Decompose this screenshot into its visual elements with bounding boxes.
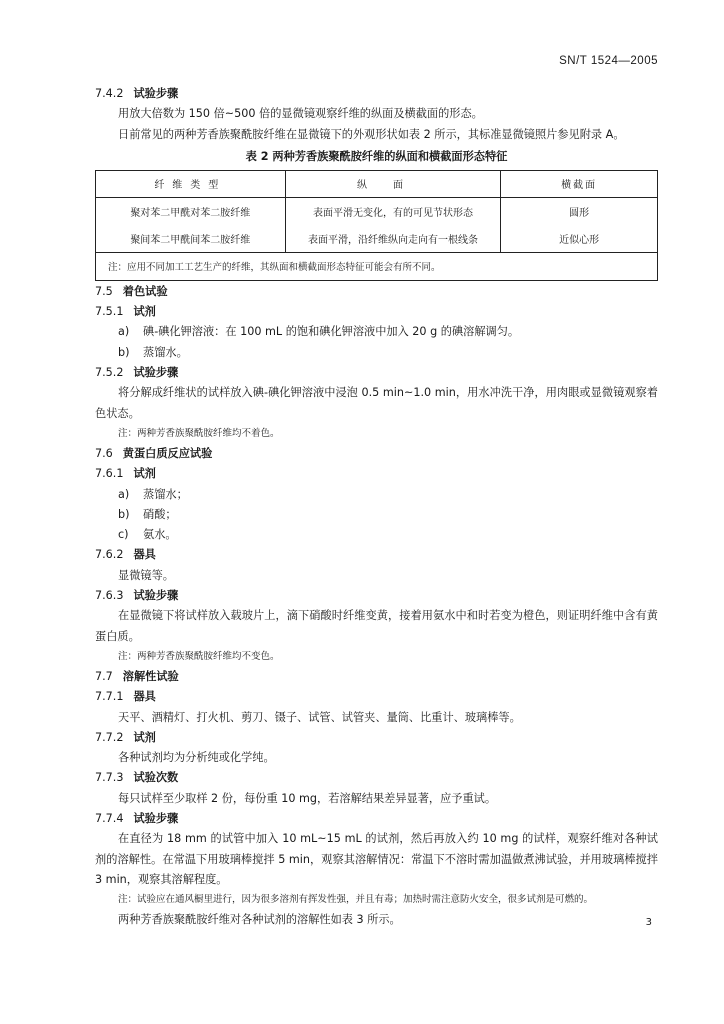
section-heading-7-5-1: 7.5.1 试剂	[95, 305, 156, 319]
paragraph: 两种芳香族聚酰胺纤维对各种试剂的溶解性如表 3 所示。	[118, 913, 401, 927]
table-caption: 表 2 两种芳香族聚酰胺纤维的纵面和横截面形态特征	[245, 149, 508, 163]
section-heading-7-7-2: 7.7.2 试剂	[95, 730, 156, 744]
paragraph: 用放大倍数为 150 倍~500 倍的显微镜观察纤维的纵面及横截面的形态。	[118, 107, 483, 121]
list-item: b) 蒸馏水。	[118, 345, 188, 359]
note: 注：两种芳香族聚酰胺纤维均不着色。	[118, 427, 280, 439]
table-cell: 圆形	[501, 197, 658, 225]
section-heading-7-4-2: 7.4.2 试验步骤	[95, 87, 179, 100]
section-heading-7-5-2: 7.5.2 试验步骤	[95, 366, 179, 380]
section-heading-7-7-3: 7.7.3 试验次数	[95, 771, 179, 785]
section-heading-7-7: 7.7 溶解性试验	[95, 669, 179, 683]
paragraph: 在显微镜下将试样放入载玻片上，滴下硝酸时纤维变黄，接着用氨水中和时若变为橙色，则证明纤维中含有黄蛋白质。	[95, 609, 658, 643]
table-cell: 聚间苯二甲酰间苯二胺纤维	[96, 225, 286, 253]
paragraph: 日前常见的两种芳香族聚酰胺纤维在显微镜下的外观形状如表 2 所示，其标准显微镜照片参见附录 A。	[118, 127, 625, 141]
table-row	[96, 197, 658, 225]
section-heading-7-6-3: 7.6.3 试验步骤	[95, 589, 179, 603]
list-item: b) 硝酸；	[118, 507, 177, 521]
table-cell: 聚对苯二甲酰对苯二胺纤维	[96, 197, 286, 225]
paragraph: 每只试样至少取样 2 份，每份重 10 mg，若溶解结果差异显著，应予重试。	[118, 791, 497, 805]
paragraph: 在直径为 18 mm 的试管中加入 10 mL~15 mL 的试剂，然后再放入约 10 mg 的试样，观察纤维对各种试剂的溶解性。在常温下用玻璃棒搅拌 5 min，观察其溶解情况：常温下不溶时需加温做煮沸试验，并用玻璃棒搅拌 3 min，观察其溶解程度。	[95, 832, 658, 886]
section-heading-7-6-2: 7.6.2 器具	[95, 548, 156, 562]
table-cell: 表面平滑，沿纤维纵向走向有一根线条	[285, 225, 501, 253]
section-heading-7-5: 7.5 着色试验	[95, 284, 168, 298]
table-cell: 表面平滑无变化，有的可见节状形态	[285, 197, 501, 225]
table-row	[96, 225, 658, 253]
section-heading-7-7-1: 7.7.1 器具	[95, 690, 156, 704]
column-header: 纵面	[285, 170, 501, 197]
data-table	[95, 170, 658, 281]
section-heading-7-6-1: 7.6.1 试剂	[95, 467, 156, 481]
note: 注：试验应在通风橱里进行，因为很多溶剂有挥发性强，并且有毒；加热时需注意防火安全，很多试剂是可燃的。	[118, 894, 594, 906]
column-header: 横截面	[501, 170, 658, 197]
section-heading-7-6: 7.6 黄蛋白质反应试验	[95, 446, 213, 460]
section-heading-7-7-4: 7.7.4 试验步骤	[95, 812, 179, 826]
list-item: a) 蒸馏水；	[118, 487, 188, 501]
table-note-row	[96, 252, 658, 280]
note: 注：两种芳香族聚酰胺纤维均不变色。	[118, 650, 280, 662]
paragraph: 天平、酒精灯、打火机、剪刀、镊子、试管、试管夹、量筒、比重计、玻璃棒等。	[118, 710, 521, 724]
table-note: 注：应用不同加工工艺生产的纤维，其纵面和横截面形态特征可能会有所不同。	[96, 252, 658, 280]
paragraph: 将分解成纤维状的试样放入碘-碘化钾溶液中浸泡 0.5 min~1.0 min，用水冲洗干净，用肉眼或显微镜观察着色状态。	[95, 386, 658, 420]
document-body	[95, 84, 658, 931]
column-header: 纤维类型	[96, 170, 286, 197]
paragraph: 各种试剂均为分析纯或化学纯。	[118, 751, 275, 765]
standard-code: SN/T 1524—2005	[559, 55, 658, 67]
paragraph: 显微镜等。	[118, 568, 174, 582]
table-cell: 近似心形	[501, 225, 658, 253]
table-header-row	[96, 170, 658, 197]
page-number: 3	[645, 917, 652, 928]
list-item: c) 氨水。	[118, 528, 177, 542]
list-item: a) 碘-碘化钾溶液：在 100 mL 的饱和碘化钾溶液中加入 20 g 的碘溶解调匀。	[118, 325, 520, 339]
